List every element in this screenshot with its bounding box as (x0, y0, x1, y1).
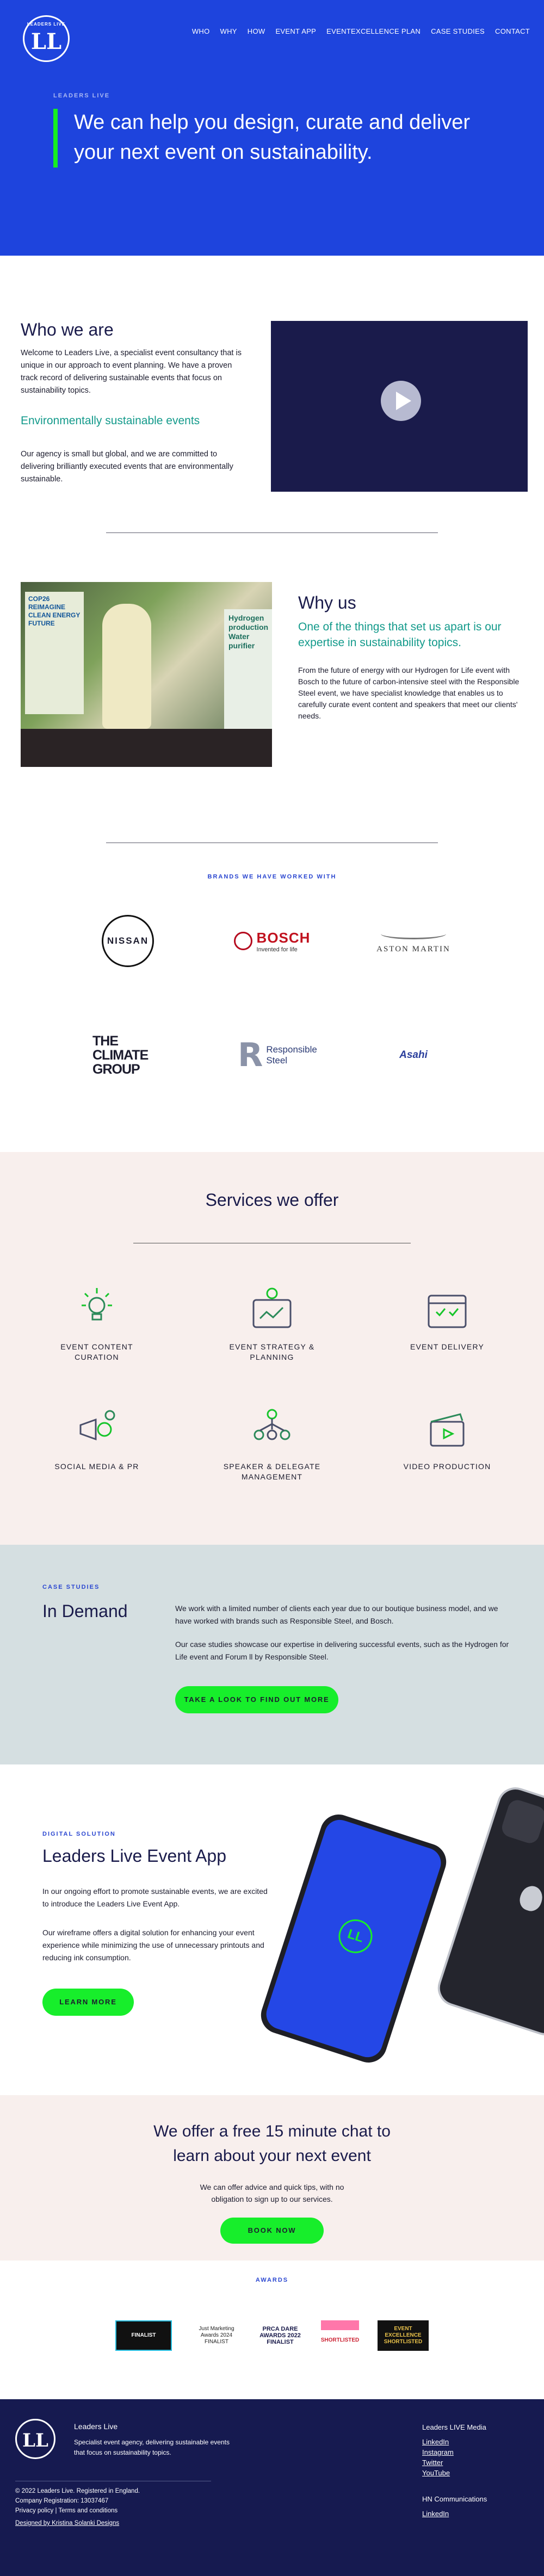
award-badge: SHORTLISTED (321, 2320, 359, 2351)
media-links (422, 2422, 486, 2478)
hn-title: HN Communications (422, 2495, 487, 2503)
service-social-media (37, 1405, 157, 1472)
cases-text-1: We work with a limited number of clients each year due to our boutique business model, and we have worked with brands such as Responsible Steel, and Bosch. (175, 1604, 498, 1625)
services-title: Services we offer (205, 1190, 339, 1210)
who-title: Who we are (21, 320, 114, 339)
hero-kicker: LEADERS LIVE (53, 92, 110, 99)
service-speaker-management (212, 1405, 332, 1482)
nav-who[interactable]: WHO (191, 27, 210, 35)
why-text: From the future of energy with our Hydrogen for Life event with Bosch to the future of carbon-intensive steel with the Responsible Steel event, we have specialist knowledge that enables us to carefully curate event content and speakers that meet our clients' needs. (298, 666, 520, 720)
logo-mark: LL (30, 28, 62, 54)
awards-kicker: AWARDS (255, 2277, 289, 2283)
footer-tagline: Specialist event agency, delivering sustainable events that focus on sustainability topics. (74, 2438, 230, 2456)
awards-section (0, 2261, 544, 2399)
nav-contact[interactable]: CONTACT (495, 27, 530, 35)
service-label: EVENT STRATEGY & PLANNING (229, 1342, 315, 1361)
free-chat-section (0, 2095, 544, 2261)
instagram-link[interactable]: Instagram (422, 2448, 454, 2456)
app-text-1: In our ongoing effort to promote sustainable events, we are excited to introduce the Leaders Live Event App. (42, 1887, 268, 1908)
service-event-content (37, 1286, 157, 1363)
photo-banner-left: COP26 REIMAGINE CLEAN ENERGY FUTURE (25, 592, 84, 714)
award-badge: Just Marketing Awards 2024 FINALIST (199, 2326, 234, 2345)
service-label: VIDEO PRODUCTION (403, 1462, 491, 1471)
service-label: SOCIAL MEDIA & PR (54, 1462, 139, 1471)
footer (0, 2399, 544, 2576)
megaphone-icon (74, 1405, 120, 1451)
cases-text-2: Our case studies showcase our expertise in delivering successful events, such as the Hydrogen for Life event and Forum ll by Responsible Steel. (175, 1640, 509, 1661)
brands-kicker: BRANDS WE HAVE WORKED WITH (207, 874, 337, 880)
services-section (0, 1152, 544, 1545)
logo[interactable] (23, 15, 70, 62)
nav-how[interactable]: HOW (247, 27, 265, 35)
award-badge: FINALIST (115, 2320, 172, 2351)
hero-accent-bar (53, 109, 58, 168)
responsible-steel-logo: R Responsible Steel (238, 1036, 317, 1074)
case-studies-button[interactable]: TAKE A LOOK TO FIND OUT MORE (175, 1686, 338, 1713)
cases-title: In Demand (42, 1601, 128, 1621)
play-icon[interactable] (381, 381, 421, 421)
why-title: Why us (298, 593, 356, 612)
photo-speaker (102, 604, 151, 729)
nissan-logo: NISSAN (92, 914, 163, 968)
clapperboard-icon (424, 1405, 470, 1451)
service-label: EVENT DELIVERY (410, 1342, 485, 1351)
hero-section (0, 0, 544, 256)
service-event-delivery (387, 1286, 507, 1352)
cta-title: We offer a free 15 minute chat to learn about your next event (153, 2122, 391, 2165)
twitter-link[interactable]: Twitter (422, 2459, 443, 2467)
hn-linkedin-link[interactable]: LinkedIn (422, 2510, 449, 2518)
nav-case-studies[interactable]: CASE STUDIES (431, 27, 485, 35)
footer-brand-name: Leaders Live (74, 2422, 118, 2431)
designer-credit-link[interactable]: Designed by Kristina Solanki Designs (15, 2520, 120, 2527)
app-text-2: Our wireframe offers a digital solution for enhancing your event experience while minimizing the use of unnecessary printouts and reducing ink consumption. (42, 1928, 264, 1962)
cta-text: We can offer advice and quick tips, with no obligation to sign up to our services. (200, 2183, 344, 2203)
photo-banner-right: Hydrogen production Water purifier (224, 609, 272, 729)
app-kicker: DIGITAL SOLUTION (42, 1831, 116, 1837)
main-nav (192, 27, 530, 35)
footer-logo[interactable]: LL (15, 2419, 55, 2459)
cases-kicker: CASE STUDIES (42, 1584, 100, 1590)
service-label: SPEAKER & DELEGATE MANAGEMENT (223, 1462, 321, 1481)
apple-logo-icon (517, 1883, 544, 1914)
hero-headline: We can help you design, curate and deliver your next event on sustainability. (74, 111, 471, 164)
book-now-button[interactable]: BOOK NOW (220, 2218, 324, 2244)
logo-ring-text: LEADERS LIVE (27, 22, 66, 27)
service-label: EVENT CONTENT CURATION (60, 1342, 133, 1361)
learn-more-button[interactable]: LEARN MORE (42, 1989, 134, 2016)
who-intro: Welcome to Leaders Live, a specialist event consultancy that is unique in our approach to event planning. We have a proven track record of delivering sustainable events that focus on sustainability topics. (21, 349, 242, 395)
service-video-production (387, 1405, 507, 1472)
event-photo (21, 582, 272, 767)
lightbulb-icon (74, 1286, 120, 1332)
aston-martin-logo: ASTON MARTIN (370, 919, 457, 963)
phone-front-image: LL (256, 1810, 451, 2067)
why-subtitle: One of the things that set us apart is our expertise in sustainability topics. (298, 621, 502, 649)
climate-group-logo: THE CLIMATE GROUP (92, 1033, 149, 1077)
people-network-icon (249, 1405, 295, 1451)
app-title: Leaders Live Event App (42, 1846, 227, 1866)
who-subtitle: Environmentally sustainable events (21, 414, 200, 427)
brands-section (0, 843, 544, 1152)
footer-legal: © 2022 Leaders Live. Registered in England. Company Registration: 13037467 Privacy policy | Terms and conditions (15, 2488, 140, 2514)
event-app-section (0, 1764, 544, 2095)
calendar-check-icon (424, 1286, 470, 1332)
nav-why[interactable]: WHY (220, 27, 237, 35)
who-text: Our agency is small but global, and we are committed to delivering brilliantly executed events that are environmentally sustainable. (21, 450, 233, 484)
calendar-strategy-icon (249, 1286, 295, 1332)
service-event-strategy (212, 1286, 332, 1363)
case-studies-section (0, 1545, 544, 1764)
youtube-link[interactable]: YouTube (422, 2469, 450, 2477)
why-section (0, 533, 544, 843)
privacy-terms-link[interactable]: Privacy policy | Terms and conditions (15, 2507, 118, 2514)
nav-eventexcellence-plan[interactable]: EVENTEXCELLENCE PLAN (326, 27, 421, 35)
media-title: Leaders LIVE Media (422, 2423, 486, 2431)
award-badge: PRCA DARE AWARDS 2022 FINALIST (259, 2326, 301, 2345)
photo-audience (21, 729, 272, 767)
bosch-logo: BOSCH Invented for life (223, 925, 321, 957)
asahi-logo: Asahi (399, 1049, 428, 1061)
phone-back-image (433, 1782, 544, 2040)
linkedin-link[interactable]: LinkedIn (422, 2438, 449, 2446)
hn-links (422, 2494, 487, 2519)
who-section (0, 256, 544, 533)
award-badge: EVENT EXCELLENCE SHORTLISTED (378, 2320, 429, 2351)
nav-event-app[interactable]: EVENT APP (275, 27, 317, 35)
